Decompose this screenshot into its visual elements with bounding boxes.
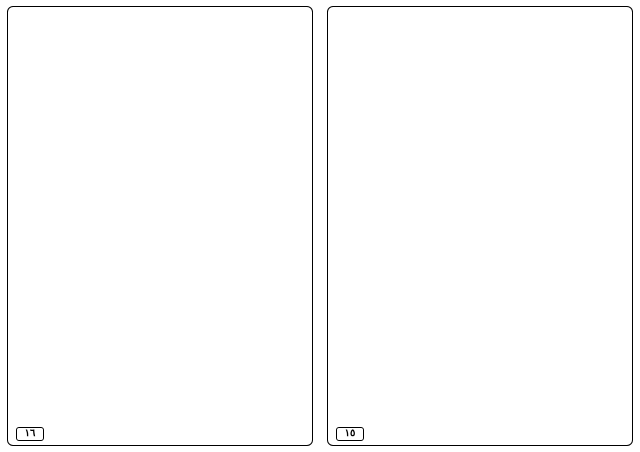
question-item bbox=[334, 107, 626, 117]
right-page-number: ١٥ bbox=[336, 427, 364, 441]
right-page bbox=[327, 6, 633, 446]
question-item bbox=[14, 218, 306, 228]
question-item bbox=[334, 389, 626, 399]
right-question-title bbox=[334, 11, 626, 24]
question-item bbox=[14, 167, 306, 177]
question-item bbox=[334, 66, 626, 76]
question-item bbox=[14, 268, 306, 278]
question-item bbox=[14, 87, 306, 97]
question-item bbox=[14, 238, 306, 248]
question-item bbox=[334, 198, 626, 208]
question-item bbox=[14, 258, 306, 268]
question-item bbox=[14, 117, 306, 127]
question-item bbox=[334, 147, 626, 157]
question-item bbox=[14, 26, 306, 36]
question-item bbox=[14, 349, 306, 359]
question-item bbox=[334, 379, 626, 389]
question-item bbox=[14, 36, 306, 46]
question-item bbox=[14, 147, 306, 157]
question-item bbox=[334, 218, 626, 228]
question-item bbox=[334, 309, 626, 319]
question-item bbox=[14, 127, 306, 137]
question-item bbox=[14, 369, 306, 379]
question-item bbox=[14, 299, 306, 309]
question-item bbox=[334, 46, 626, 56]
question-item bbox=[14, 359, 306, 369]
question-item bbox=[14, 329, 306, 339]
question-item bbox=[334, 117, 626, 127]
question-item bbox=[14, 379, 306, 389]
question-item bbox=[334, 268, 626, 278]
question-item bbox=[14, 198, 306, 208]
question-item bbox=[334, 36, 626, 46]
question-item bbox=[334, 208, 626, 218]
question-item bbox=[14, 319, 306, 329]
question-item bbox=[334, 167, 626, 177]
question-item bbox=[334, 238, 626, 248]
question-item bbox=[334, 87, 626, 97]
question-item bbox=[14, 46, 306, 56]
question-item bbox=[334, 329, 626, 339]
question-item bbox=[334, 258, 626, 268]
question-item bbox=[14, 97, 306, 107]
question-item bbox=[334, 56, 626, 66]
question-item bbox=[14, 56, 306, 66]
question-item bbox=[14, 107, 306, 117]
question-item bbox=[334, 369, 626, 379]
question-item bbox=[14, 137, 306, 147]
question-item bbox=[14, 389, 306, 399]
question-item bbox=[334, 177, 626, 187]
question-item bbox=[14, 208, 306, 218]
question-item bbox=[334, 97, 626, 107]
question-item bbox=[14, 228, 306, 238]
question-item bbox=[334, 339, 626, 349]
question-item bbox=[14, 410, 306, 420]
question-item bbox=[334, 410, 626, 420]
question-item bbox=[334, 359, 626, 369]
question-item bbox=[14, 248, 306, 258]
question-item bbox=[334, 248, 626, 258]
question-item bbox=[334, 137, 626, 147]
left-question-title bbox=[14, 11, 306, 24]
question-item bbox=[14, 188, 306, 198]
question-item bbox=[334, 76, 626, 86]
question-item bbox=[334, 157, 626, 167]
question-item bbox=[14, 278, 306, 288]
question-item bbox=[334, 319, 626, 329]
question-item bbox=[334, 299, 626, 309]
question-item bbox=[334, 288, 626, 298]
question-item bbox=[14, 339, 306, 349]
question-item bbox=[334, 188, 626, 198]
question-item bbox=[14, 76, 306, 86]
question-item bbox=[334, 278, 626, 288]
question-item bbox=[334, 228, 626, 238]
left-items-list bbox=[14, 26, 306, 420]
question-item bbox=[14, 177, 306, 187]
question-item bbox=[334, 349, 626, 359]
question-item bbox=[334, 26, 626, 36]
question-item bbox=[14, 157, 306, 167]
question-item bbox=[14, 399, 306, 409]
left-page bbox=[7, 6, 313, 446]
question-item bbox=[334, 127, 626, 137]
left-page-number: ١٦ bbox=[16, 427, 44, 441]
question-item bbox=[14, 309, 306, 319]
question-item bbox=[14, 288, 306, 298]
right-items-list bbox=[334, 26, 626, 420]
question-item bbox=[14, 66, 306, 76]
question-item bbox=[334, 399, 626, 409]
